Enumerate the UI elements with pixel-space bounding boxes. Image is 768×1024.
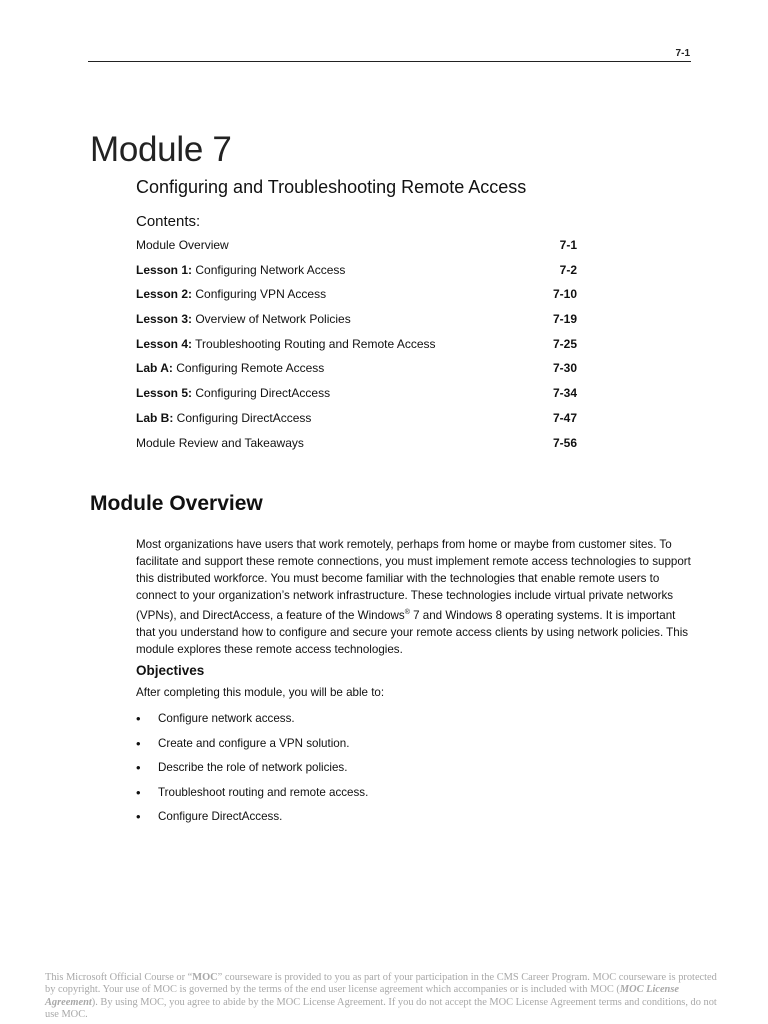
- toc-prefix: Lab A:: [136, 361, 173, 376]
- toc-row: [136, 436, 577, 461]
- bullet-icon: •: [136, 711, 141, 726]
- overview-text-part1: Most organizations have users that work remotely, perhaps from home or maybe from customer sites. To facilitate and support these remote connections, you must implement remote access technologies to support this distributed workforce. You must become familiar with the technologies that enable remote users to connect to your organization’s network infrastructure. These technologies include virtual private networks (VPNs), and DirectAccess, a feature of the Windows: [136, 538, 691, 622]
- bullet-icon: •: [136, 809, 141, 825]
- overview-text-part2: 7 and Windows 8 operating systems. It is important that you understand how to configure and secure your remote access clients by using network policies. This module explores these remote access technologies.: [136, 608, 689, 656]
- toc-page-number: 7-10: [552, 287, 577, 302]
- toc-page-number: 7-19: [552, 312, 577, 327]
- copyright-notice: This Microsoft Official Course or “MOC” courseware is provided to you as part of your participation in the CMS Career Program. MOC courseware is protected by copyright. Your use of MOC is governed by the terms of the end user license agreement which accompanies or is included with MOC (MOC License Agreement). By using MOC, you agree to abide by the MOC License Agreement. If you do not accept the MOC License Agreement terms and conditions, do not use MOC.: [45, 972, 717, 1021]
- contents-heading: Contents:: [136, 213, 201, 230]
- toc-prefix: Lesson 3:: [136, 312, 193, 327]
- toc-row: [136, 263, 577, 288]
- objectives-heading: Objectives: [136, 663, 205, 678]
- toc-page-number: 7-2: [559, 262, 577, 277]
- toc-prefix: Lesson 2:: [136, 287, 193, 302]
- overview-heading: Module Overview: [90, 492, 263, 515]
- list-item: • Configure DirectAccess.: [136, 809, 283, 825]
- bullet-icon: •: [136, 735, 141, 751]
- toc-row: [136, 361, 577, 386]
- toc-row: [136, 386, 577, 411]
- toc-row: [136, 312, 577, 337]
- header-rule: [88, 61, 691, 62]
- overview-paragraph: [136, 536, 696, 658]
- page-number: 7-1: [675, 48, 690, 59]
- toc-label: Configuring Remote Access: [172, 361, 325, 376]
- table-of-contents: [136, 238, 577, 460]
- toc-label: Overview of Network Policies: [192, 312, 351, 327]
- toc-row: [136, 287, 577, 312]
- toc-label: Troubleshooting Routing and Remote Access: [192, 336, 436, 351]
- objectives-intro: After completing this module, you will be able to:: [136, 686, 385, 699]
- list-item: • Create and configure a VPN solution.: [136, 735, 350, 751]
- toc-page-number: 7-30: [552, 361, 577, 376]
- toc-label: Module Overview: [136, 238, 229, 252]
- toc-page-number: 7-1: [559, 238, 577, 252]
- toc-label: Module Review and Takeaways: [136, 435, 304, 450]
- list-item: • Configure network access.: [136, 711, 295, 726]
- toc-prefix: Lesson 5:: [136, 386, 193, 401]
- toc-prefix: Lab B:: [136, 410, 174, 425]
- list-item: • Troubleshoot routing and remote access.: [136, 784, 369, 800]
- toc-page-number: 7-56: [552, 435, 577, 450]
- toc-row: [136, 337, 577, 362]
- toc-page-number: 7-34: [552, 386, 577, 401]
- bullet-icon: •: [136, 760, 141, 776]
- module-title: Module 7: [90, 130, 232, 169]
- toc-row: [136, 411, 577, 436]
- toc-prefix: Lesson 1:: [136, 262, 193, 277]
- toc-label: Configuring DirectAccess: [192, 386, 331, 401]
- toc-page-number: 7-47: [552, 410, 577, 425]
- toc-label: Configuring DirectAccess: [173, 410, 312, 425]
- module-subtitle: Configuring and Troubleshooting Remote Access: [136, 177, 527, 197]
- toc-prefix: Lesson 4:: [136, 336, 193, 351]
- toc-page-number: 7-25: [552, 336, 577, 351]
- toc-label: Configuring VPN Access: [192, 287, 327, 302]
- list-item: • Describe the role of network policies.: [136, 760, 348, 776]
- objectives-list: [136, 712, 368, 835]
- registered-trademark: ®: [404, 609, 410, 616]
- bullet-icon: •: [136, 784, 141, 800]
- toc-label: Configuring Network Access: [192, 262, 346, 277]
- toc-row: [136, 238, 577, 263]
